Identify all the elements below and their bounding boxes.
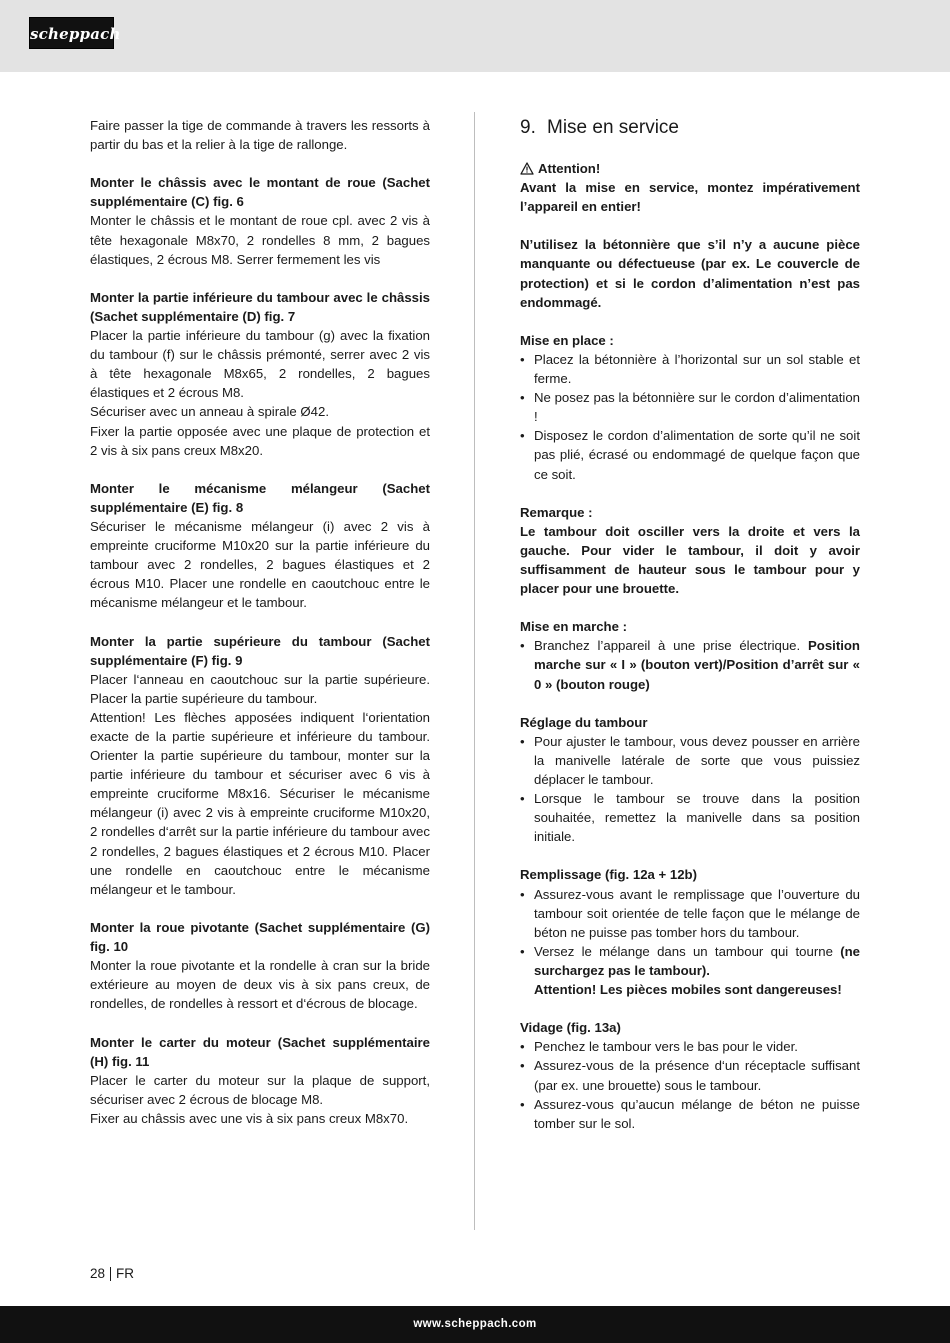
bottom-bar — [0, 1306, 950, 1343]
paragraph: Monter la roue pivotante et la rondelle à cran sur la bride extérieure au moyen de deux vis à six pans creux, de rondelles, de rondelles à ressort et d‘écrous de blocage. — [90, 958, 430, 1012]
subsection-title: Monter la partie supérieure du tambour (Sachet supplémentaire (F) fig. 9 — [90, 633, 430, 668]
paragraph: Placer l‘anneau en caoutchouc sur la partie supérieure. Placer la partie supérieure du tambour. — [90, 671, 430, 706]
footer-separator — [110, 1267, 111, 1281]
start-list — [520, 636, 860, 693]
subsection-title: Monter la roue pivotante (Sachet supplémentaire (G) fig. 10 — [90, 919, 430, 955]
paragraph: Placer le carter du moteur sur la plaque de support, sécuriser avec 2 écrous de blocage M8. — [90, 1072, 430, 1107]
subsection-title: Mise en place : — [520, 332, 614, 348]
brand-logo-text: scheppach — [30, 25, 121, 43]
list-item-bold-text: Position marche sur « I » (bouton vert)/Position d’arrêt sur « 0 » (bouton rouge) — [534, 638, 860, 692]
paragraph: Fixer au châssis avec une vis à six pans creux M8x70. — [90, 1110, 409, 1126]
section-title: Mise en service — [547, 117, 679, 138]
empty-list — [520, 1037, 860, 1132]
left-column — [90, 116, 430, 1128]
paragraph: Faire passer la tige de commande à travers les ressorts à partir du bas et la relier à la tige de rallonge. — [90, 118, 430, 153]
list-item: • Assurez-vous qu’aucun mélange de béton ne puisse tomber sur le sol. — [520, 1095, 860, 1133]
list-item: • Assurez-vous avant le remplissage que l’ouverture du tambour soit orientée de telle façon que le mélange de béton ne puisse pas tomber hors du tambour. — [520, 885, 860, 942]
page-header — [0, 0, 950, 72]
section-heading — [520, 116, 860, 140]
website-url: www.scheppach.com — [413, 1318, 537, 1330]
subsection-title: Réglage du tambour — [520, 714, 648, 730]
list-item: • Assurez-vous de la présence d‘un réceptacle suffisant (par ex. une brouette) sous le tambour. — [520, 1056, 860, 1094]
remark-text: Le tambour doit osciller vers la droite et vers la gauche. Pour vider le tambour, il doit y avoir suffisamment de hauteur sous le tambour pour y placer pour une brouette. — [520, 523, 860, 597]
subsection-title: Monter la partie inférieure du tambour avec le châssis (Sachet supplémentaire (D) fig. 7 — [90, 289, 430, 324]
paragraph: Placer la partie inférieure du tambour (g) avec la fixation du tambour (f) sur le châssis prémonté, serrer avec 2 vis à tête hexagonale M8x65, 2 rondelles, 2 bagues élastiques et 2 écrous M8. — [90, 328, 430, 401]
list-item: • Lorsque le tambour se trouve dans la position souhaitée, remettez la manivelle dans sa position initiale. — [520, 789, 860, 846]
subsection-title: Mise en marche : — [520, 619, 628, 635]
brand-logo — [29, 17, 121, 49]
paragraph: Sécuriser le mécanisme mélangeur (i) avec 2 vis à empreinte cruciforme M10x20 sur la partie inférieure du tambour avec 2 rondelles, 2 bagues élastiques et 2 écrous M10. Placer une rondelle en caoutchouc entre le mécanisme mélangeur et le tambour. — [90, 518, 430, 611]
list-item: • Penchez le tambour vers le bas pour le vider. — [520, 1037, 860, 1056]
subsection-title: Vidage (fig. 13a) — [520, 1020, 621, 1036]
page-number: 28 — [90, 1266, 106, 1281]
list-item — [520, 942, 860, 999]
attention-label: Attention! — [538, 161, 601, 176]
paragraph: Sécuriser avec un anneau à spirale Ø42. — [90, 404, 329, 420]
list-item-text: Branchez l’appareil à une prise électrique. — [534, 638, 808, 654]
attention-line — [520, 159, 860, 178]
subsection-title: Remplissage (fig. 12a + 12b) — [520, 867, 698, 883]
list-item: • Ne posez pas la bétonnière sur le cordon d’alimentation ! — [520, 388, 860, 426]
list-item-warning-text: Attention! Les pièces mobiles sont dangereuses! — [534, 982, 842, 998]
placement-list — [520, 350, 860, 484]
list-item-text: Versez le mélange dans un tambour qui tourne — [534, 943, 841, 959]
language-code: FR — [116, 1266, 135, 1281]
paragraph: Fixer la partie opposée avec une plaque de protection et 2 vis à six pans creux M8x20. — [90, 423, 430, 458]
warning-triangle-icon — [520, 162, 534, 175]
drum-list — [520, 732, 860, 847]
subsection-title: Remarque : — [520, 504, 593, 520]
warning-text: N’utilisez la bétonnière que s’il n’y a aucune pièce manquante ou défectueuse (par ex. Le couvercle de protection) et si le cordon d’alimentation n’est pas endommagé. — [520, 237, 860, 310]
subsection-title: Monter le mécanisme mélangeur (Sachet supplémentaire (E) fig. 8 — [90, 480, 430, 515]
page-footer — [90, 1265, 134, 1283]
right-column — [520, 116, 860, 1133]
subsection-title: Monter le châssis avec le montant de roue (Sachet supplémentaire (C) fig. 6 — [90, 175, 430, 210]
paragraph: Monter le châssis et le montant de roue cpl. avec 2 vis à tête hexagonale M8x70, 2 rondelles 8 mm, 2 bagues élastiques, 2 écrous M8. Serrer fermement les vis — [90, 213, 430, 267]
list-item — [520, 636, 860, 693]
list-item: • Pour ajuster le tambour, vous devez pousser en arrière la manivelle latérale de sorte que vous puissiez déplacer le tambour. — [520, 732, 860, 789]
column-divider — [474, 112, 475, 1230]
paragraph: Attention! Les flèches apposées indiquent l‘orientation exacte de la partie supérieure et inférieure du tambour. Orienter la partie supérieure du tambour, monter sur la partie inférieure du tambour et sécuriser avec 6 vis à empreinte cruciforme M8x16. Sécuriser le mécanisme mélangeur (i) avec 2 vis à empreinte cruciforme M10x20, 2 rondelles d‘arrêt sur la partie inférieure du tambour avec 2 rondelles, 2 bagues élastiques et 2 écrous M10. Placer une rondelle en caoutchouc entre le mécanisme mélangeur et le tambour. — [90, 709, 430, 897]
list-item: • Disposez le cordon d’alimentation de sorte qu’il ne soit pas plié, écrasé ou endommagé de quelque façon que ce soit. — [520, 426, 860, 483]
list-item-bold-text: (ne surchargez pas le tambour). — [534, 943, 860, 978]
list-item: • Placez la bétonnière à l’horizontal sur un sol stable et ferme. — [520, 350, 860, 388]
attention-text: Avant la mise en service, montez impérativement l’appareil en entier! — [520, 180, 860, 215]
section-number: 9. — [520, 117, 536, 138]
subsection-title: Monter le carter du moteur (Sachet supplémentaire (H) fig. 11 — [90, 1034, 430, 1069]
fill-list — [520, 885, 860, 1000]
